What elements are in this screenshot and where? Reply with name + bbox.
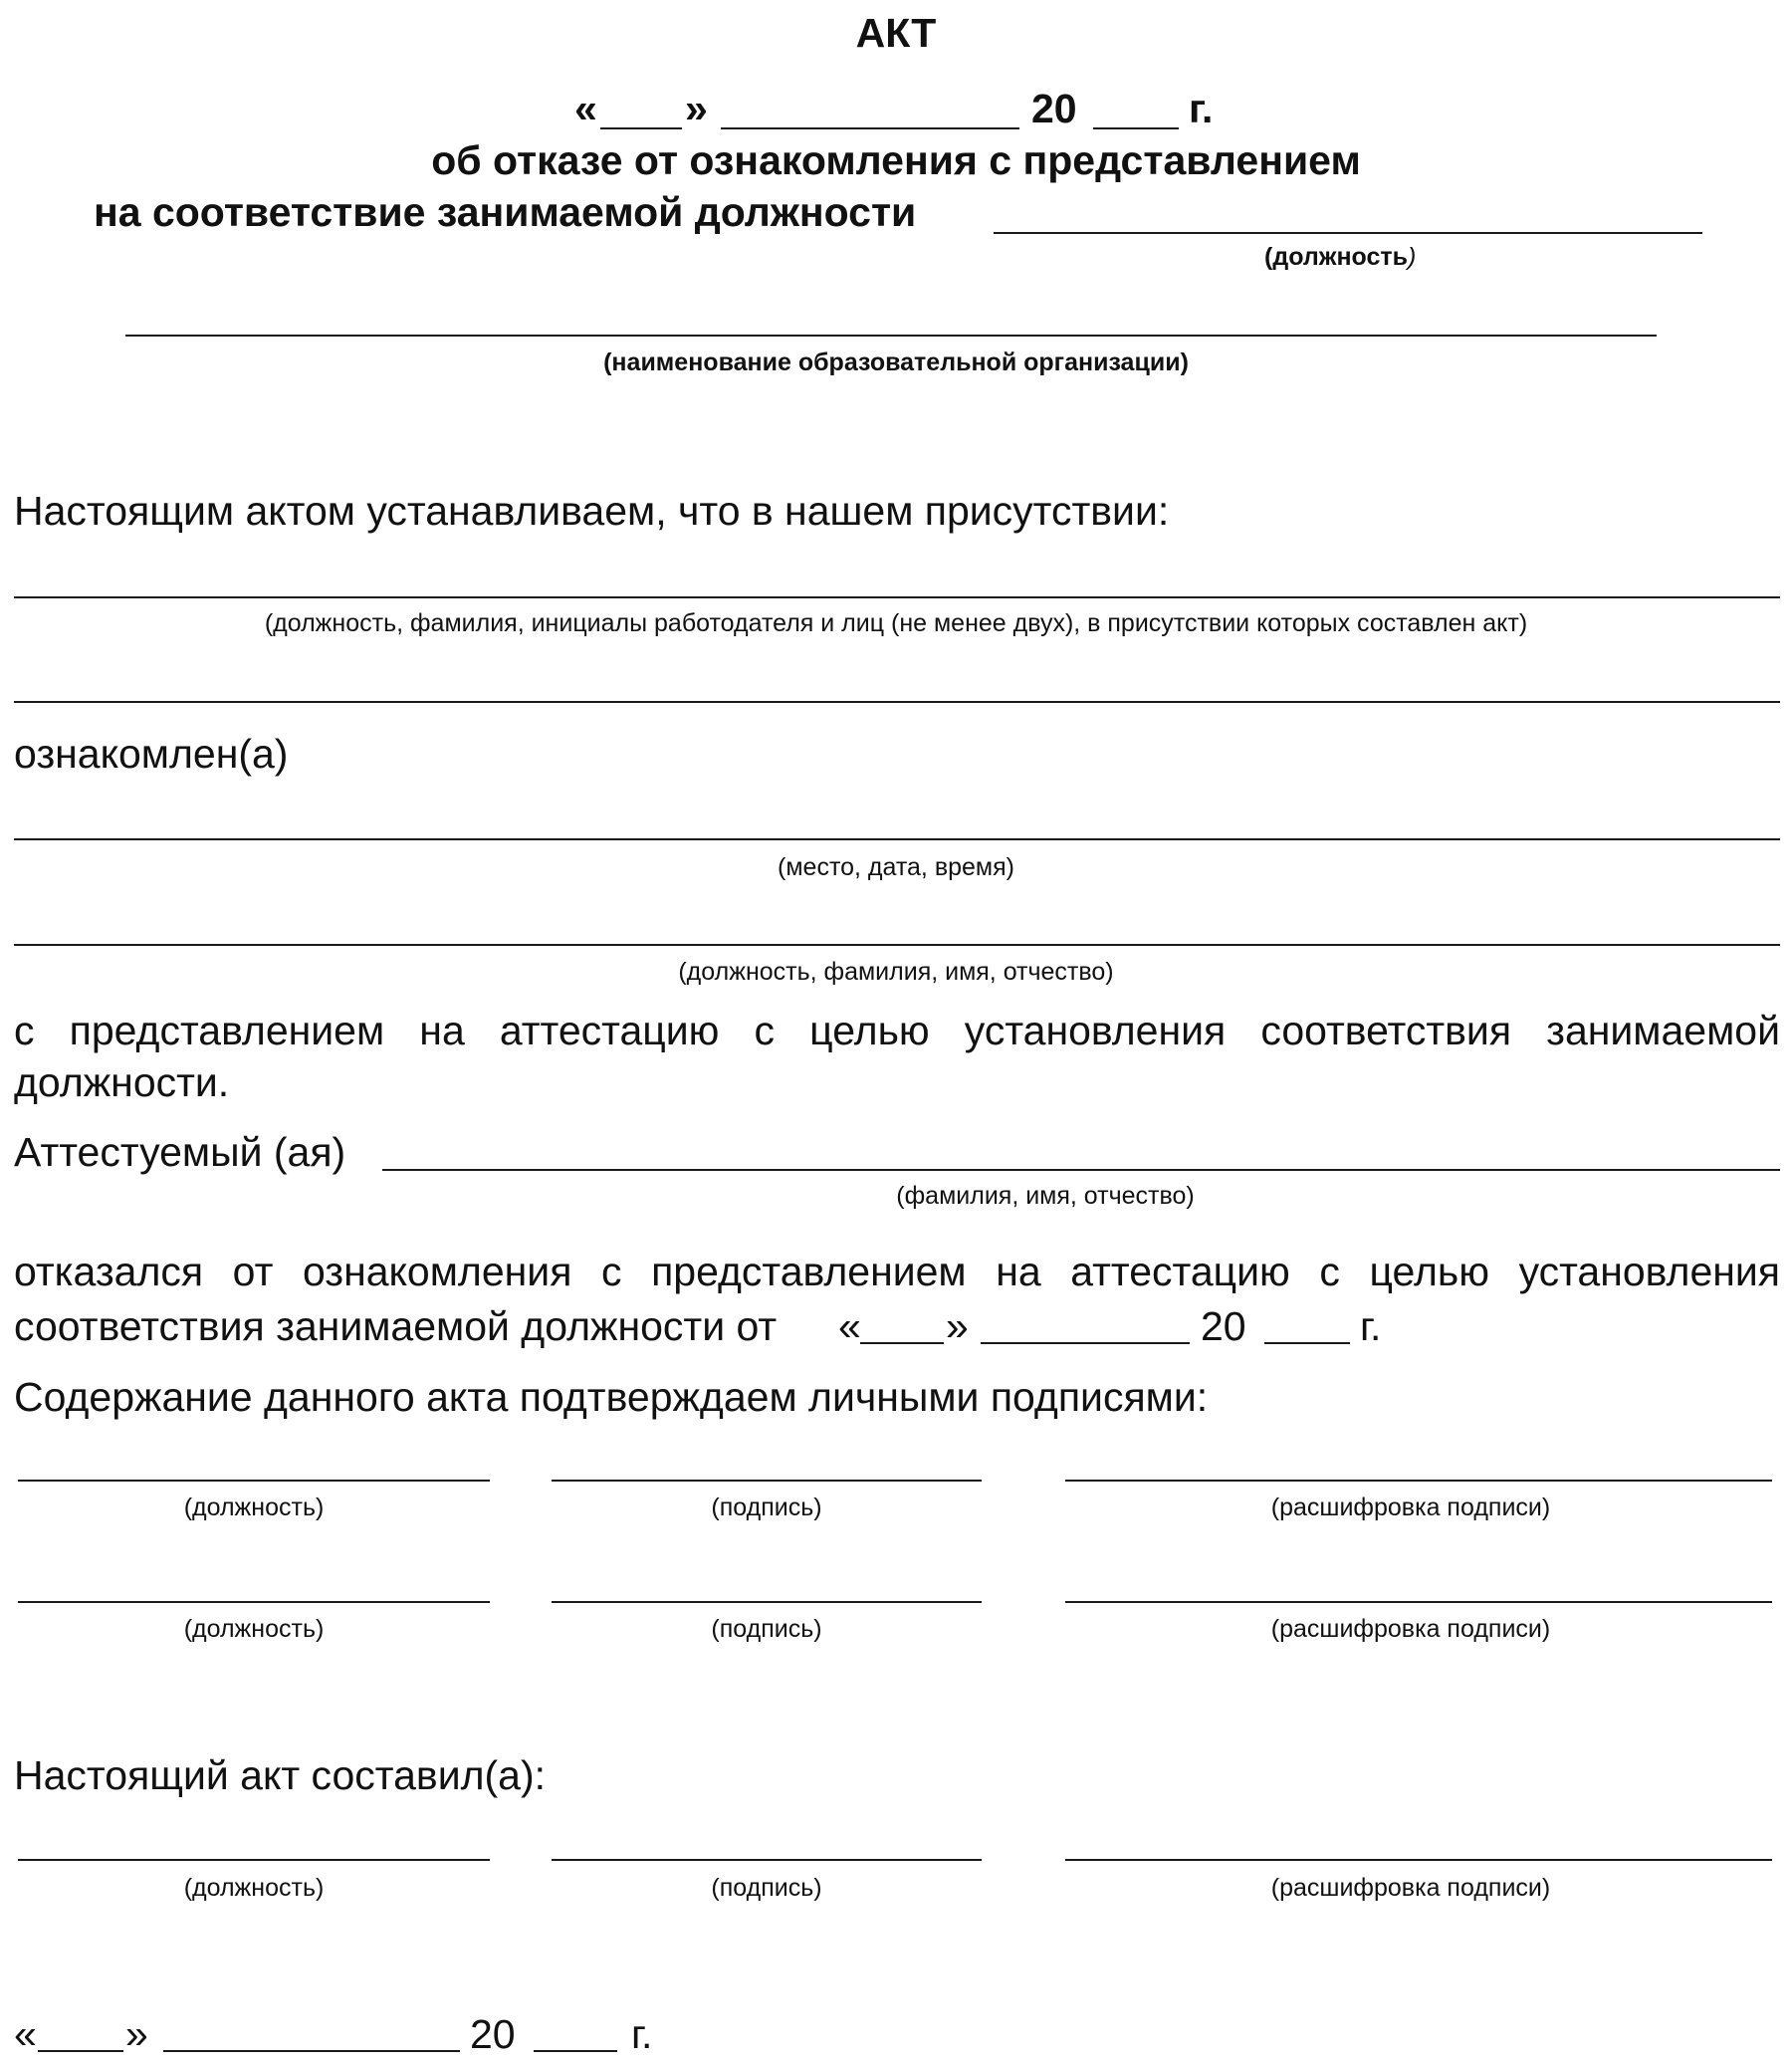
attested-name-blank[interactable]	[382, 1169, 1780, 1171]
footer-open-quote: «	[14, 2011, 37, 2057]
witnesses-blank[interactable]	[14, 596, 1780, 598]
caption-position-2: (должность)	[183, 1615, 325, 1643]
refused-open-quote: «	[838, 1303, 861, 1349]
refused-line-1: отказался от ознакомления с представлением на аттестацию с целью установления	[14, 1249, 1780, 1294]
person-blank[interactable]	[14, 944, 1780, 946]
signature-blank-2[interactable]	[552, 1601, 982, 1603]
refused-prefix: соответствия занимаемой должности от	[14, 1303, 778, 1349]
caption-witnesses: (должность, фамилия, инициалы работодателя и лиц (не менее двух), в присутствии которых составлен акт)	[264, 609, 1528, 637]
org-name-blank[interactable]	[125, 335, 1657, 337]
footer-year-blank[interactable]	[534, 2050, 617, 2052]
decoding-blank-1[interactable]	[1065, 1480, 1772, 1482]
attested-label: Аттестуемый (ая)	[14, 1129, 346, 1175]
intro-text: Настоящим актом устанавливаем, что в нашем присутствии:	[14, 488, 1170, 534]
decoding-blank-2[interactable]	[1065, 1601, 1772, 1603]
caption-signature-2: (подпись)	[711, 1615, 822, 1643]
date-month-blank[interactable]	[721, 127, 1019, 129]
caption-fio: (фамилия, имя, отчество)	[896, 1182, 1195, 1210]
refused-day-blank[interactable]	[860, 1342, 944, 1344]
confirm-text: Содержание данного акта подтверждаем личными подписями:	[14, 1374, 1209, 1420]
compiler-signature-blank[interactable]	[552, 1859, 982, 1861]
refused-year-suffix: г.	[1360, 1303, 1382, 1349]
place-date-blank[interactable]	[14, 838, 1780, 840]
compiler-caption-signature: (подпись)	[711, 1874, 822, 1902]
caption-decoding-1: (расшифровка подписи)	[1270, 1493, 1551, 1521]
caption-position-1: (должность)	[183, 1493, 325, 1521]
caption-place: (место, дата, время)	[778, 853, 1014, 881]
document-title: АКТ	[855, 10, 937, 56]
signature-blank-1[interactable]	[552, 1480, 982, 1482]
refused-close-quote: »	[946, 1303, 969, 1349]
date-day-blank[interactable]	[600, 127, 682, 129]
footer-close-quote: »	[125, 2011, 148, 2057]
caption-person: (должность, фамилия, имя, отчество)	[678, 958, 1114, 986]
position-blank-2[interactable]	[18, 1601, 490, 1603]
compiler-decoding-blank[interactable]	[1065, 1859, 1772, 1861]
date-year-blank[interactable]	[1093, 127, 1179, 129]
caption-org: (наименование образовательной организации)	[603, 348, 1189, 376]
compiler-caption-position: (должность)	[183, 1874, 325, 1902]
familiarized-text: ознакомлен(а)	[14, 731, 289, 777]
witnesses-blank-2[interactable]	[14, 701, 1780, 703]
footer-year-suffix: г.	[631, 2011, 653, 2057]
position-blank-1[interactable]	[18, 1480, 490, 1482]
subtitle-line-2: на соответствие занимаемой должности	[94, 189, 917, 235]
date-year-suffix: г.	[1189, 86, 1214, 131]
subtitle-line-1: об отказе от ознакомления с представлением	[431, 137, 1361, 183]
refused-year-blank[interactable]	[1264, 1342, 1350, 1344]
compiler-caption-decoding: (расшифровка подписи)	[1270, 1874, 1551, 1902]
caption-decoding-2: (расшифровка подписи)	[1270, 1615, 1551, 1643]
date-open-quote: «	[574, 86, 597, 131]
date-close-quote: »	[685, 86, 708, 131]
position-blank[interactable]	[994, 232, 1702, 234]
caption-position: (должность)	[1264, 243, 1417, 271]
footer-day-blank[interactable]	[38, 2050, 123, 2052]
representation-line-2: должности.	[14, 1059, 230, 1105]
compiler-position-blank[interactable]	[18, 1859, 490, 1861]
date-year-prefix: 20	[1031, 86, 1077, 131]
caption-signature-1: (подпись)	[711, 1493, 822, 1521]
footer-year-prefix: 20	[470, 2011, 516, 2057]
refused-year-prefix: 20	[1201, 1303, 1246, 1349]
compiler-label: Настоящий акт составил(а):	[14, 1752, 547, 1798]
footer-month-blank[interactable]	[163, 2050, 460, 2052]
representation-line-1: с представлением на аттестацию с целью установления соответствия занимаемой	[14, 1008, 1780, 1053]
refused-month-blank[interactable]	[981, 1342, 1190, 1344]
